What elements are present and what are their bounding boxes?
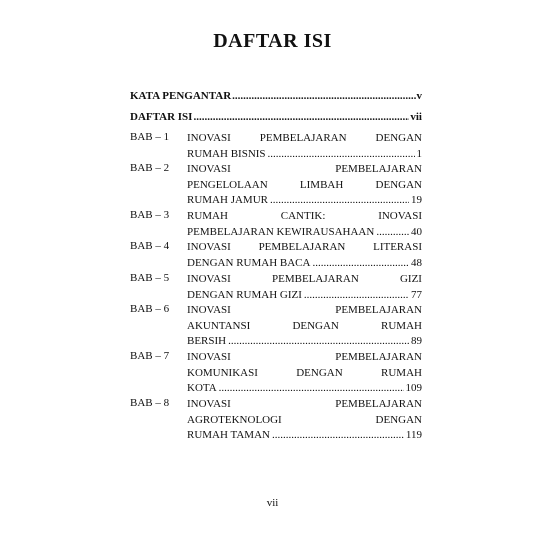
chapter-title-tail: PEMBELAJARAN KEWIRAUSAHAAN xyxy=(187,225,375,238)
chapter-title-last-line xyxy=(187,334,422,350)
chapter-title-word: PEMBELAJARAN xyxy=(258,241,346,253)
chapter-title-word: PEMBELAJARAN xyxy=(335,351,422,363)
chapter-title xyxy=(187,272,422,303)
chapter-title-last-line xyxy=(187,381,422,397)
toc-entry-daftar-isi[interactable] xyxy=(130,110,422,124)
chapter-page-number: 19 xyxy=(411,194,422,207)
chapter-title xyxy=(187,209,422,240)
chapter-title-line xyxy=(187,413,422,429)
chapter-title-word: DENGAN xyxy=(292,319,339,332)
chapter-title xyxy=(187,350,422,397)
chapter-title-tail: RUMAH BISNIS xyxy=(187,147,266,160)
chapter-title-tail: RUMAH TAMAN xyxy=(187,429,270,442)
chapter-number: BAB – 1 xyxy=(130,131,170,143)
chapter-title-word: RUMAH xyxy=(381,366,422,379)
dot-leader xyxy=(268,147,415,163)
chapter-title-tail: KOTA xyxy=(187,382,217,395)
dot-leader xyxy=(270,193,409,209)
chapter-title-word: INOVASI xyxy=(187,241,231,253)
chapter-title xyxy=(187,162,422,209)
page-title: DAFTAR ISI xyxy=(213,30,332,52)
chapter-title-line xyxy=(187,209,422,225)
chapter-title-line xyxy=(187,178,422,194)
dot-leader xyxy=(272,428,404,444)
chapter-title-word: INOVASI xyxy=(187,351,231,363)
chapter-page-number: 119 xyxy=(405,429,422,442)
chapter-page-number: 77 xyxy=(411,288,422,301)
dot-leader xyxy=(219,381,404,397)
chapter-title-word: CANTIK: xyxy=(280,210,326,222)
dot-leader xyxy=(228,334,409,350)
chapter-title-word: RUMAH xyxy=(187,210,228,222)
chapter-title-word: AKUNTANSI xyxy=(187,319,251,332)
chapter-title-word: AGROTEKNOLOGI xyxy=(187,413,282,426)
chapter-title-line xyxy=(187,350,422,366)
chapter-title-last-line xyxy=(187,193,422,209)
chapter-title-word: KOMUNIKASI xyxy=(187,366,258,379)
dot-leader xyxy=(232,89,415,103)
chapter-title-word: INOVASI xyxy=(187,163,231,175)
chapter-title-line xyxy=(187,397,422,413)
chapter-title-word: DENGAN xyxy=(296,366,343,379)
chapter-title-word: INOVASI xyxy=(187,304,231,316)
chapter-title-last-line xyxy=(187,256,422,272)
toc-entry-label: KATA PENGANTAR xyxy=(130,90,232,102)
chapter-title-tail: DENGAN RUMAH GIZI xyxy=(187,288,302,301)
chapter-number: BAB – 7 xyxy=(130,350,170,362)
chapter-title-tail: RUMAH JAMUR xyxy=(187,194,268,207)
chapter-title-line xyxy=(187,162,422,178)
chapter-page-number: 109 xyxy=(405,382,422,395)
chapter-title-tail: DENGAN RUMAH BACA xyxy=(187,256,311,269)
chapter-title-word: INOVASI xyxy=(187,273,231,285)
chapter-number: BAB – 6 xyxy=(130,303,170,315)
chapter-title-line xyxy=(187,366,422,382)
dot-leader xyxy=(193,110,409,124)
page-number: vii xyxy=(266,497,279,509)
chapter-title-word: RUMAH xyxy=(381,319,422,332)
chapter-title-word: PEMBELAJARAN xyxy=(335,304,422,316)
dot-leader xyxy=(312,256,409,272)
chapter-title-tail: BERSIH xyxy=(187,335,227,348)
chapter-title-line xyxy=(187,272,422,288)
chapter-title-word: INOVASI xyxy=(187,132,231,144)
toc-entry-label: DAFTAR ISI xyxy=(130,111,193,123)
chapter-title-word: DENGAN xyxy=(375,132,422,144)
chapter-title xyxy=(187,131,422,162)
chapter-title xyxy=(187,303,422,350)
chapter-title-word: GIZI xyxy=(399,273,422,285)
chapter-title-line xyxy=(187,240,422,256)
dot-leader xyxy=(376,225,409,241)
chapter-page-number: 40 xyxy=(411,225,422,238)
chapter-title-word: PEMBELAJARAN xyxy=(335,398,422,410)
chapter-number: BAB – 8 xyxy=(130,397,170,409)
chapter-title-word: DENGAN xyxy=(375,178,422,191)
chapter-page-number: 1 xyxy=(416,147,422,160)
chapter-title-last-line xyxy=(187,147,422,163)
chapter-page-number: 89 xyxy=(411,335,422,348)
chapter-title-word: LITERASI xyxy=(373,241,422,253)
toc-entry-page: v xyxy=(416,90,422,102)
chapter-title-line xyxy=(187,319,422,335)
dot-leader xyxy=(304,288,409,304)
chapter-title xyxy=(187,397,422,444)
chapter-number: BAB – 3 xyxy=(130,209,170,221)
chapter-title-word: PEMBELAJARAN xyxy=(335,163,422,175)
chapter-title-line xyxy=(187,303,422,319)
toc-entry-kata-pengantar[interactable] xyxy=(130,89,422,103)
chapter-title-word: INOVASI xyxy=(378,210,422,222)
chapter-title-word: PEMBELAJARAN xyxy=(259,132,347,144)
chapter-title-word: LIMBAH xyxy=(299,178,344,191)
toc-entry-page: vii xyxy=(410,111,422,123)
chapter-title-last-line xyxy=(187,428,422,444)
chapter-title-last-line xyxy=(187,288,422,304)
chapter-title-line xyxy=(187,131,422,147)
chapter-number: BAB – 2 xyxy=(130,162,170,174)
chapter-title-word: PEMBELAJARAN xyxy=(272,273,359,285)
chapter-number: BAB – 4 xyxy=(130,240,170,252)
chapter-page-number: 48 xyxy=(411,256,422,269)
chapter-title-word: DENGAN xyxy=(375,413,422,426)
chapter-title-word: INOVASI xyxy=(187,398,231,410)
chapter-title-last-line xyxy=(187,225,422,241)
chapter-title-word: PENGELOLAAN xyxy=(187,178,268,191)
chapter-number: BAB – 5 xyxy=(130,272,170,284)
chapter-title xyxy=(187,240,422,271)
